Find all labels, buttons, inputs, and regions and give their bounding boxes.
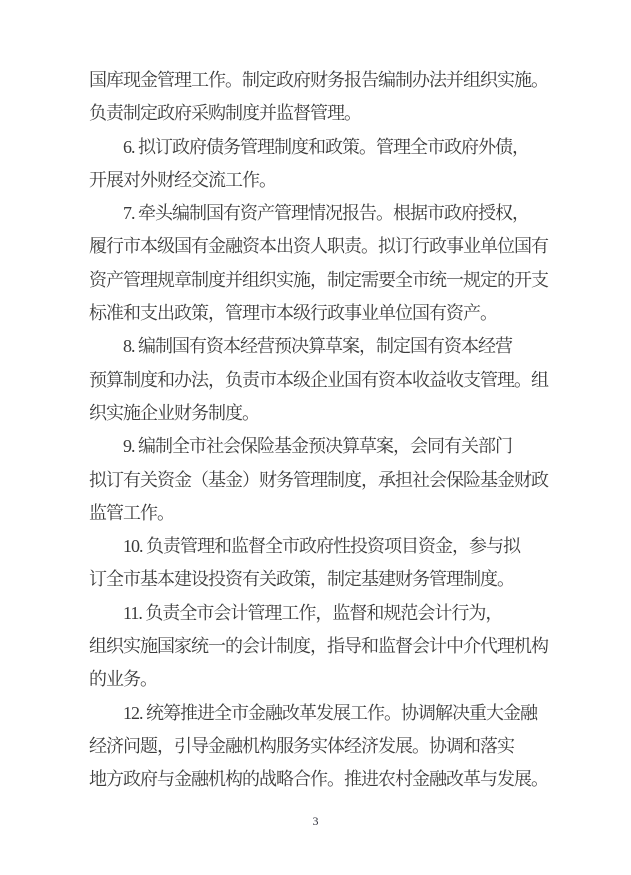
document-line: 12. 统筹推进全市金融改革发展工作。协调解决重大金融 bbox=[123, 702, 537, 723]
document-line: 标准和支出政策，管理市本级行政事业单位国有资产。 bbox=[89, 303, 497, 324]
document-line: 拟订有关资金（基金）财务管理制度，承担社会保险基金财政 bbox=[89, 469, 548, 490]
document-line: 经济问题，引导金融机构服务实体经济发展。协调和落实 bbox=[89, 735, 514, 756]
document-line: 开展对外财经交流工作。 bbox=[89, 169, 276, 190]
document-line: 7. 牵头编制国有资产管理情况报告。根据市政府授权， bbox=[123, 203, 529, 224]
document-line: 预算制度和办法，负责市本级企业国有资本收益收支管理。组 bbox=[89, 369, 548, 390]
document-line: 10. 负责管理和监督全市政府性投资项目资金，参与拟 bbox=[123, 536, 520, 557]
document-line: 履行市本级国有金融资本出资人职责。拟订行政事业单位国有 bbox=[89, 236, 548, 257]
document-line: 织实施企业财务制度。 bbox=[89, 402, 259, 423]
document-line: 6. 拟订政府债务管理制度和政策。管理全市政府外债， bbox=[123, 136, 529, 157]
document-body bbox=[89, 64, 579, 797]
document-line: 地方政府与金融机构的战略合作。推进农村金融改革与发展。 bbox=[89, 769, 548, 790]
document-line: 订全市基本建设投资有关政策，制定基建财务管理制度。 bbox=[89, 569, 514, 590]
document-line: 组织实施国家统一的会计制度，指导和监督会计中介代理机构 bbox=[89, 636, 548, 657]
document-line: 监管工作。 bbox=[89, 502, 174, 523]
page-number: 3 bbox=[312, 814, 319, 828]
document-line: 国库现金管理工作。制定政府财务报告编制办法并组织实施。 bbox=[89, 70, 548, 90]
document-line: 11. 负责全市会计管理工作，监督和规范会计行为， bbox=[123, 602, 503, 623]
document-line: 负责制定政府采购制度并监督管理。 bbox=[89, 103, 361, 124]
document-line: 9. 编制全市社会保险基金预决算草案，会同有关部门 bbox=[123, 436, 512, 457]
document-line: 资产管理规章制度并组织实施，制定需要全市统一规定的开支 bbox=[89, 269, 548, 290]
document-line: 8. 编制国有资本经营预决算草案，制定国有资本经营 bbox=[123, 336, 512, 357]
document-line: 的业务。 bbox=[89, 669, 157, 690]
